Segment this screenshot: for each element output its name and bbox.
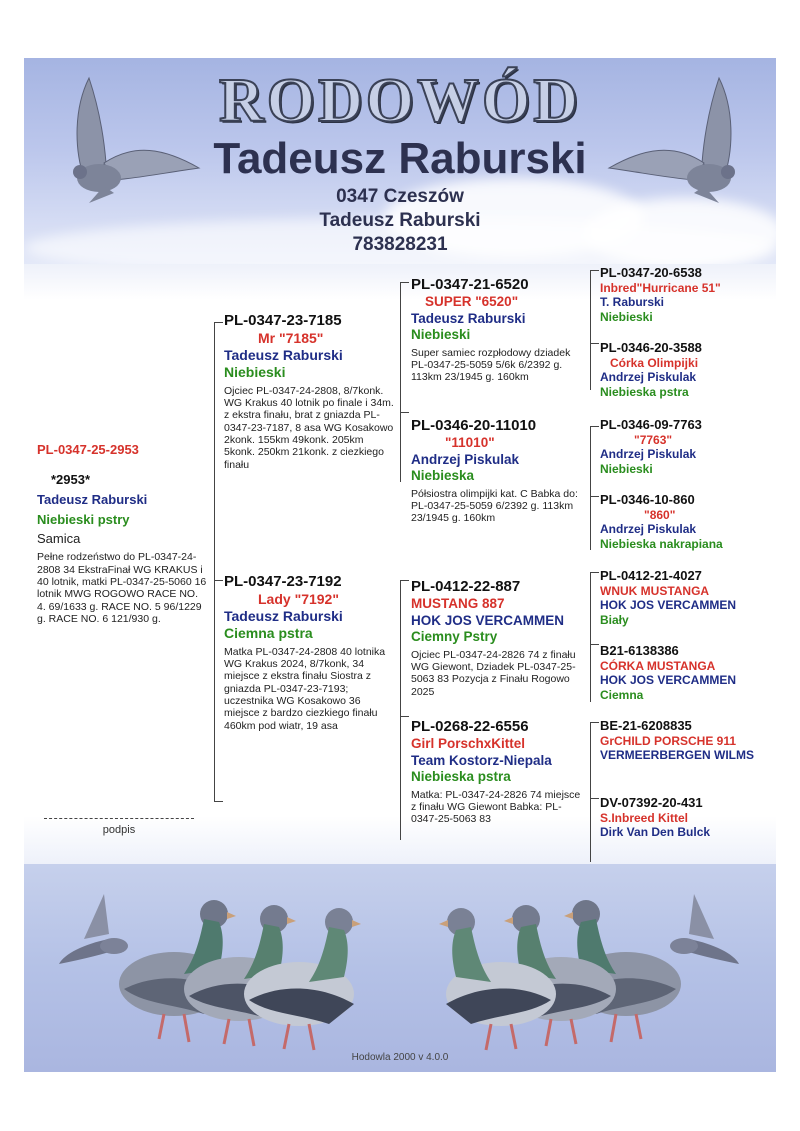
grandparent-2: [411, 417, 583, 525]
ggp7-nick: GrCHILD PORSCHE 911: [600, 733, 737, 748]
ggp4-ring: PL-0346-10-860: [600, 492, 695, 507]
breeder-location: 0347 Czeszów: [336, 186, 464, 207]
gp4-notes: Matka: PL-0347-24-2826 74 miejsce z finału WG Giewont Babka: PL-0347-25-5063 83: [411, 788, 581, 826]
bracket-subject: [214, 322, 215, 802]
dam-ring: PL-0347-23-7192: [224, 573, 342, 590]
subject-sex: Samica: [37, 531, 81, 547]
software-credit: Hodowla 2000 v 4.0.0: [351, 1052, 449, 1063]
gp1-notes: Super samiec rozpłodowy dziadek PL-0347-25-5059 5/6k 6/2392 g. 113km 23/1945 g. 160km: [411, 346, 571, 384]
ggp-3: [600, 417, 702, 477]
breeder-owner: Tadeusz Raburski: [319, 210, 481, 231]
gp3-owner: HOK JOS VERCAMMEN: [411, 612, 565, 628]
ggp-2: [600, 340, 702, 400]
parent-dam: [224, 573, 394, 732]
ggp6-owner: HOK JOS VERCAMMEN: [600, 673, 737, 688]
subject-nick: *2953*: [51, 471, 91, 487]
signature-label: podpis: [102, 824, 136, 836]
parent-sire: [224, 312, 394, 471]
ggp4-nick: "860": [644, 507, 676, 522]
ggp4-owner: Andrzej Piskulak: [600, 522, 697, 537]
breeder-phone: 783828231: [352, 234, 448, 255]
subject-notes: Pełne rodzeństwo do PL-0347-24-2808 34 EkstraFinał WG KRAKUS i 40 lotnik, matki PL-0347-25-5060 16 lotnik MWG ROGOWO RACE NO. 4. 69/1633 g. RACE NO. 5 96/1229 g. RACE NO. 6 121/930 g.: [37, 551, 207, 626]
dam-color: Ciemna pstra: [224, 625, 313, 642]
bracket-sire: [400, 282, 401, 482]
ggp-5: [600, 568, 736, 628]
subject-ring: PL-0347-25-2953: [37, 442, 139, 457]
ggp8-ring: DV-07392-20-431: [600, 795, 703, 810]
ggp3-color: Niebieski: [600, 462, 653, 477]
gp4-owner: Team Kostorz-Niepala: [411, 752, 552, 768]
gp4-color: Niebieska pstra: [411, 769, 511, 785]
gp3-color: Ciemny Pstry: [411, 629, 498, 645]
gp2-notes: Półsiostra olimpijki kat. C Babka do: PL-0347-25-5059 6/2392 g. 113km 23/1945 g. 160km: [411, 487, 578, 525]
ggp-1: [600, 265, 721, 325]
gp3-notes: Ojciec PL-0347-24-2826 74 z finału WG Giewont, Dziadek PL-0347-25-5063 83 Pozycja z Finału Rogowo 2025: [411, 648, 576, 698]
gp2-owner: Andrzej Piskulak: [411, 451, 520, 467]
sire-notes: Ojciec PL-0347-24-2808, 8/7konk. WG Krakus 40 lotnik po finale i 34m. z ekstra finału, brat z gniazda PL-0347-23-7187, 8 asa WG Kosakowo 2konk. 155km 49konk. 205km 5konk. 250km 21konk. z ciezkiego finału: [224, 384, 394, 471]
ggp1-nick: Inbred"Hurricane 51": [600, 280, 721, 295]
ggp7-ring: BE-21-6208835: [600, 718, 692, 733]
gp3-ring: PL-0412-22-887: [411, 578, 521, 595]
ggp6-nick: CÓRKA MUSTANGA: [600, 658, 716, 673]
page-title: RODOWÓD: [219, 67, 581, 135]
ggp5-nick: WNUK MUSTANGA: [600, 583, 710, 598]
grandparent-1: [411, 276, 583, 384]
gp1-color: Niebieski: [411, 327, 471, 343]
pigeons-footer-icon: [24, 864, 776, 1072]
ggp2-ring: PL-0346-20-3588: [600, 340, 702, 355]
ggp6-ring: B21-6138386: [600, 643, 679, 658]
footer-banner: [24, 864, 776, 1072]
ggp7-owner: VERMEERBERGEN WILMS: [600, 748, 755, 763]
sire-nick: Mr "7185": [258, 330, 324, 347]
bracket-dam: [400, 580, 401, 840]
grandparent-4: [411, 718, 583, 826]
pedigree-sheet: [24, 58, 776, 1072]
gp1-owner: Tadeusz Raburski: [411, 310, 526, 326]
gp3-nick: MUSTANG 887: [411, 596, 505, 612]
subject-owner: Tadeusz Raburski: [37, 491, 148, 507]
gp2-color: Niebieska: [411, 468, 475, 484]
ggp8-owner: Dirk Van Den Bulck: [600, 825, 711, 840]
breeder-name: Tadeusz Raburski: [213, 134, 587, 183]
bracket-gp2: [590, 426, 591, 550]
signature-line: [44, 818, 194, 819]
gp4-nick: Girl PorschxKittel: [411, 736, 526, 752]
ggp-4: [600, 492, 723, 552]
gp1-nick: SUPER "6520": [425, 294, 519, 310]
ggp5-color: Biały: [600, 613, 629, 628]
ggp2-owner: Andrzej Piskulak: [600, 370, 697, 385]
ggp3-owner: Andrzej Piskulak: [600, 447, 697, 462]
ggp1-ring: PL-0347-20-6538: [600, 265, 702, 280]
bracket-gp1: [590, 270, 591, 390]
ggp5-owner: HOK JOS VERCAMMEN: [600, 598, 737, 613]
dam-notes: Matka PL-0347-24-2808 40 lotnika WG Krakus 2024, 8/7konk, 34 miejsce z ekstra finału Siostra z gniazda PL-0347-23-7193; uczestnika WG Kosakowo 36 miejsce z bardzo ciezkiego finału 460km pod wiatr, 19 asa: [224, 645, 386, 732]
gp4-ring: PL-0268-22-6556: [411, 718, 529, 735]
ggp1-color: Niebieski: [600, 310, 653, 325]
grandparent-3: [411, 578, 583, 698]
ggp3-nick: "7763": [634, 432, 673, 447]
ggp-8: [600, 795, 710, 840]
bracket-gp3: [590, 572, 591, 702]
gp1-ring: PL-0347-21-6520: [411, 276, 529, 293]
subject-entry: [37, 442, 207, 626]
subject-color: Niebieski pstry: [37, 511, 130, 527]
ggp8-nick: S.Inbreed Kittel: [600, 810, 689, 825]
ggp2-color: Niebieska pstra: [600, 385, 689, 400]
ggp-7: [600, 718, 772, 763]
gp2-ring: PL-0346-20-11010: [411, 417, 537, 434]
ggp6-color: Ciemna: [600, 688, 644, 703]
sire-color: Niebieski: [224, 364, 286, 381]
ggp-6: [600, 643, 736, 703]
dam-owner: Tadeusz Raburski: [224, 608, 343, 625]
sire-owner: Tadeusz Raburski: [224, 347, 343, 364]
sire-ring: PL-0347-23-7185: [224, 312, 342, 329]
ggp1-owner: T. Raburski: [600, 295, 665, 310]
header-banner: [24, 58, 776, 264]
gp2-nick: "11010": [445, 435, 495, 451]
dam-nick: Lady "7192": [258, 591, 339, 608]
ggp5-ring: PL-0412-21-4027: [600, 568, 702, 583]
ggp4-color: Niebieska nakrapiana: [600, 537, 723, 552]
ggp3-ring: PL-0346-09-7763: [600, 417, 702, 432]
ggp2-nick: Córka Olimpijki: [610, 355, 699, 370]
bracket-gp4: [590, 722, 591, 862]
